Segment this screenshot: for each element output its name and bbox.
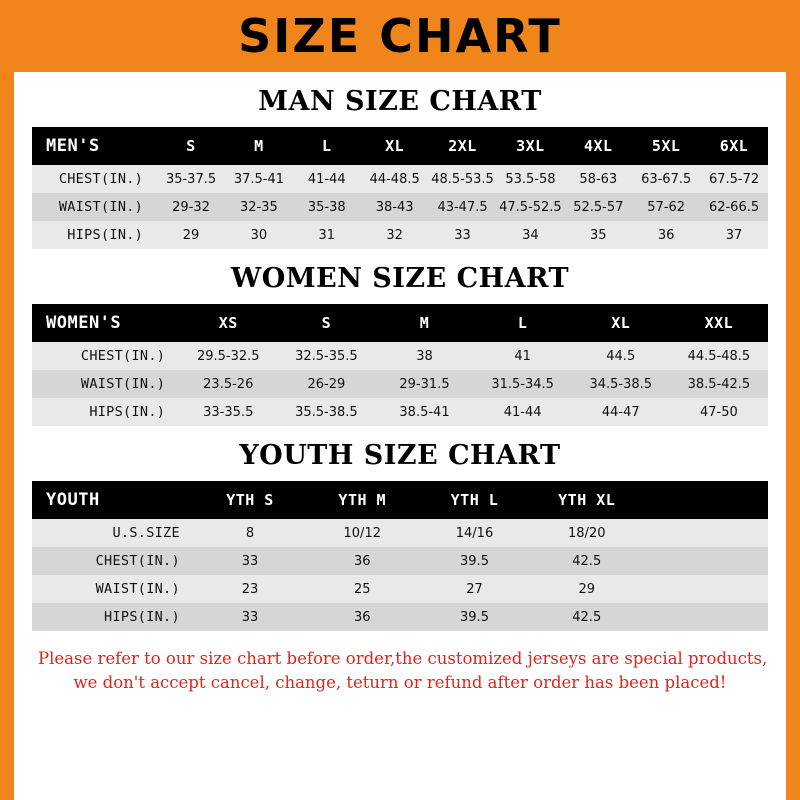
column-header: XL	[361, 127, 429, 165]
table-cell: 33-35.5	[179, 398, 277, 426]
column-header: 4XL	[564, 127, 632, 165]
table-cell: 8	[194, 519, 306, 547]
table-cell: 52.5-57	[564, 193, 632, 221]
column-header: 5XL	[632, 127, 700, 165]
table-cell: 38.5-42.5	[670, 370, 768, 398]
table-cell: 42.5	[531, 547, 643, 575]
table-cell: 29-32	[157, 193, 225, 221]
table-cell: 31.5-34.5	[474, 370, 572, 398]
column-header: WOMEN'S	[32, 304, 179, 342]
table-cell: 43-47.5	[429, 193, 497, 221]
footer-note	[32, 647, 768, 695]
table-cell: 44-47	[572, 398, 670, 426]
row-label: WAIST(IN.)	[32, 193, 157, 221]
table-cell: 38.5-41	[375, 398, 473, 426]
table-cell: 36	[632, 221, 700, 249]
table-row	[32, 342, 768, 370]
table-cell: 62-66.5	[700, 193, 768, 221]
table-cell: 31	[293, 221, 361, 249]
table-cell: 35-37.5	[157, 165, 225, 193]
column-header: M	[225, 127, 293, 165]
footer-note-line-2: we don't accept cancel, change, teturn or refund after order has been placed!	[73, 672, 727, 692]
table-cell-empty	[643, 575, 768, 603]
table-cell: 29-31.5	[375, 370, 473, 398]
section-title-men: MAN SIZE CHART	[258, 86, 542, 117]
table-cell-empty	[643, 547, 768, 575]
table-cell: 36	[306, 603, 418, 631]
table-cell: 32	[361, 221, 429, 249]
table-cell-empty	[643, 519, 768, 547]
table-cell: 38	[375, 342, 473, 370]
table-cell: 38-43	[361, 193, 429, 221]
table-cell: 25	[306, 575, 418, 603]
table-cell: 58-63	[564, 165, 632, 193]
column-header: YOUTH	[32, 481, 194, 519]
row-label: WAIST(IN.)	[32, 370, 179, 398]
table-cell: 67.5-72	[700, 165, 768, 193]
table-cell: 35.5-38.5	[277, 398, 375, 426]
table-cell: 10/12	[306, 519, 418, 547]
table-row	[32, 221, 768, 249]
table-cell: 37	[700, 221, 768, 249]
table-cell: 18/20	[531, 519, 643, 547]
column-header: 3XL	[496, 127, 564, 165]
table-cell: 33	[194, 547, 306, 575]
table-cell: 32-35	[225, 193, 293, 221]
row-label: HIPS(IN.)	[32, 603, 194, 631]
row-label: CHEST(IN.)	[32, 342, 179, 370]
table-cell: 42.5	[531, 603, 643, 631]
table-cell: 37.5-41	[225, 165, 293, 193]
row-label: HIPS(IN.)	[32, 398, 179, 426]
table-cell: 63-67.5	[632, 165, 700, 193]
table-cell: 44-48.5	[361, 165, 429, 193]
table-cell: 30	[225, 221, 293, 249]
column-header-empty	[643, 481, 768, 519]
table-cell: 35-38	[293, 193, 361, 221]
table-cell: 36	[306, 547, 418, 575]
table-row	[32, 603, 768, 631]
table-cell: 41	[474, 342, 572, 370]
section-title-youth: YOUTH SIZE CHART	[239, 440, 561, 471]
table-row	[32, 519, 768, 547]
table-cell: 33	[194, 603, 306, 631]
column-header: XS	[179, 304, 277, 342]
column-header: S	[157, 127, 225, 165]
content	[14, 86, 786, 695]
table-cell: 48.5-53.5	[429, 165, 497, 193]
column-header: 2XL	[429, 127, 497, 165]
row-label: CHEST(IN.)	[32, 165, 157, 193]
column-header: XL	[572, 304, 670, 342]
table-cell: 41-44	[293, 165, 361, 193]
table-cell: 39.5	[418, 603, 530, 631]
table-cell: 29.5-32.5	[179, 342, 277, 370]
column-header: YTH XL	[531, 481, 643, 519]
table-cell: 47.5-52.5	[496, 193, 564, 221]
column-header: S	[277, 304, 375, 342]
table-row	[32, 547, 768, 575]
table-header-row	[32, 481, 768, 519]
table-cell: 44.5-48.5	[670, 342, 768, 370]
table-cell: 53.5-58	[496, 165, 564, 193]
table-cell: 29	[157, 221, 225, 249]
youth-size-table	[32, 481, 768, 631]
section-youth	[32, 440, 768, 631]
table-cell: 57-62	[632, 193, 700, 221]
table-cell: 44.5	[572, 342, 670, 370]
table-header-row	[32, 304, 768, 342]
row-label: U.S.SIZE	[32, 519, 194, 547]
section-men	[32, 86, 768, 249]
table-row	[32, 193, 768, 221]
table-cell: 34	[496, 221, 564, 249]
table-cell: 14/16	[418, 519, 530, 547]
row-label: HIPS(IN.)	[32, 221, 157, 249]
women-size-table	[32, 304, 768, 426]
table-cell: 29	[531, 575, 643, 603]
section-title-women: WOMEN SIZE CHART	[230, 263, 570, 294]
table-cell: 26-29	[277, 370, 375, 398]
table-cell-empty	[643, 603, 768, 631]
column-header: YTH S	[194, 481, 306, 519]
table-cell: 47-50	[670, 398, 768, 426]
column-header: YTH M	[306, 481, 418, 519]
table-row	[32, 575, 768, 603]
section-women	[32, 263, 768, 426]
footer-note-line-1: Please refer to our size chart before order,the customized jerseys are special products,	[38, 649, 768, 668]
table-header-row	[32, 127, 768, 165]
row-label: WAIST(IN.)	[32, 575, 194, 603]
column-header: YTH L	[418, 481, 530, 519]
page-title: SIZE CHART	[238, 9, 562, 63]
column-header: MEN'S	[32, 127, 157, 165]
table-cell: 35	[564, 221, 632, 249]
table-cell: 23.5-26	[179, 370, 277, 398]
table-row	[32, 398, 768, 426]
banner	[0, 0, 800, 72]
table-cell: 32.5-35.5	[277, 342, 375, 370]
column-header: 6XL	[700, 127, 768, 165]
table-row	[32, 165, 768, 193]
row-label: CHEST(IN.)	[32, 547, 194, 575]
column-header: L	[293, 127, 361, 165]
table-cell: 41-44	[474, 398, 572, 426]
table-cell: 33	[429, 221, 497, 249]
column-header: XXL	[670, 304, 768, 342]
column-header: M	[375, 304, 473, 342]
table-cell: 23	[194, 575, 306, 603]
table-row	[32, 370, 768, 398]
table-cell: 27	[418, 575, 530, 603]
column-header: L	[474, 304, 572, 342]
table-cell: 34.5-38.5	[572, 370, 670, 398]
men-size-table	[32, 127, 768, 249]
table-cell: 39.5	[418, 547, 530, 575]
